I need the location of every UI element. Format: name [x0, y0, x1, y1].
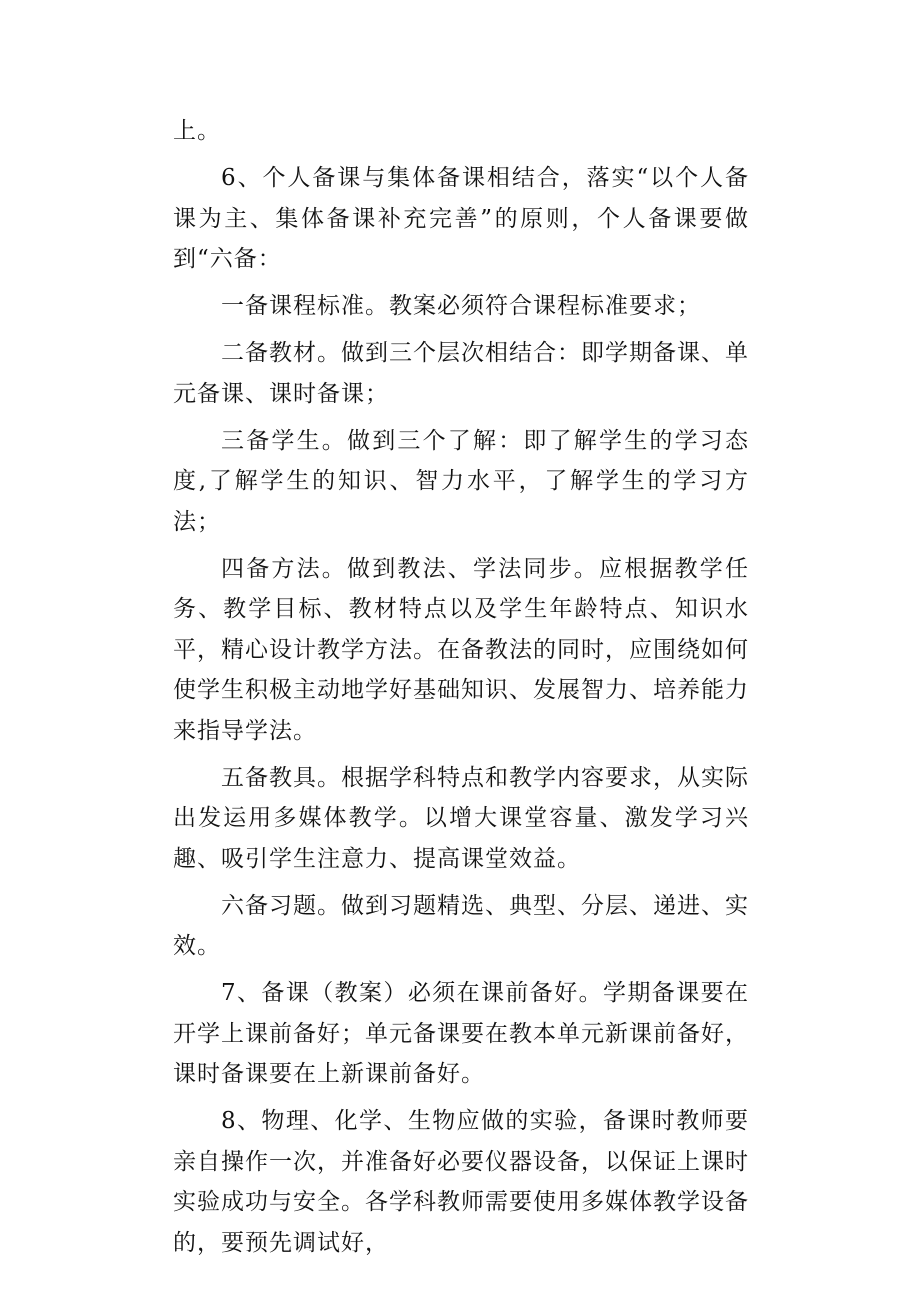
- paragraph-item-7: 7、备课（教案）必须在课前备好。学期备课要在开学上课前备好；单元备课要在教本单元新课前备好，课时备课要在上新课前备好。: [173, 980, 749, 1087]
- paragraph-item-6: 6、个人备课与集体备课相结合，落实“以个人备课为主、集体备课补充完善”的原则，个人备课要做到“六备：: [173, 165, 749, 272]
- document-body: [173, 111, 749, 1270]
- paragraph-teaching-materials: 二备教材。做到三个层次相结合：即学期备课、单元备课、课时备课；: [173, 340, 749, 407]
- paragraph-students: 三备学生。做到三个了解：即了解学生的学习态度,了解学生的知识、智力水平，了解学生的学习方法；: [173, 427, 749, 535]
- paragraph-teaching-aids: 五备教具。根据学科特点和教学内容要求，从实际出发运用多媒体教学。以增大课堂容量、激发学习兴趣、吸引学生注意力、提高课堂效益。: [173, 764, 749, 872]
- paragraph-methods: 四备方法。做到教法、学法同步。应根据教学任务、教学目标、教材特点以及学生年龄特点、知识水平，精心设计教学方法。在备教法的同时，应围绕如何使学生积极主动地学好基础知识、发展智力、培养能力来指导学法。: [173, 555, 749, 744]
- paragraph-curriculum-standard: 一备课程标准。教案必须符合课程标准要求；: [221, 293, 701, 319]
- paragraph-exercises: 六备习题。做到习题精选、典型、分层、递进、实效。: [173, 892, 749, 959]
- paragraph-item-8: 8、物理、化学、生物应做的实验，备课时教师要亲自操作一次，并准备好必要仪器设备，以保证上课时实验成功与安全。各学科教师需要使用多媒体教学设备的，要预先调试好，: [173, 1108, 749, 1256]
- paragraph-continuation: 上。: [173, 118, 221, 144]
